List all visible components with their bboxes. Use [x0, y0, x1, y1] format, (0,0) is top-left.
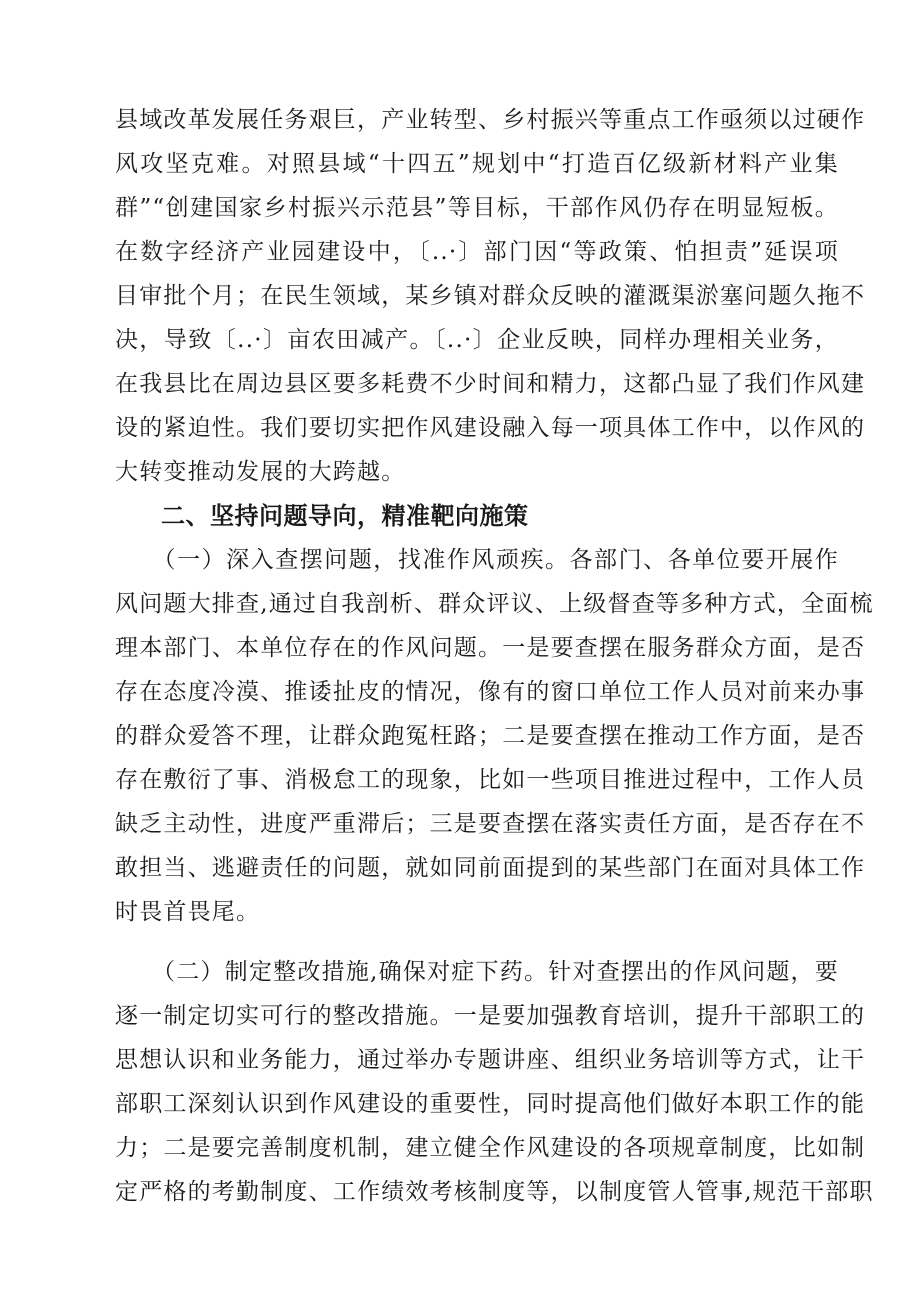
- text-line: 缺乏主动性，进度严重滞后；三是要查摆在落实责任方面，是否存在不: [115, 811, 866, 837]
- text-line: 存在态度冷漠、推诿扯皮的情况，像有的窗口单位工作人员对前来办事: [115, 679, 866, 705]
- text-line: 时畏首畏尾。: [115, 899, 261, 925]
- document-page: [115, 98, 874, 1214]
- text-line: 风攻坚克难。对照县域“十四五”规划中“打造百亿级新材料产业集: [115, 151, 839, 177]
- text-line: 逐一制定切实可行的整改措施。一是要加强教育培训，提升干部职工的: [115, 1003, 866, 1029]
- paragraph-2: [115, 538, 874, 934]
- text-line: 的群众爱答不理，让群众跑冤枉路；二是要查摆在推动工作方面，是否: [115, 723, 866, 749]
- text-line: 定严格的考勤制度、工作绩效考核制度等，以制度管人管事,规范干部职: [115, 1179, 874, 1205]
- text-line: 部职工深刻认识到作风建设的重要性，同时提高他们做好本职工作的能: [115, 1091, 866, 1117]
- text-line: （二）制定整改措施,确保对症下药。针对查摆出的作风问题，要: [115, 959, 839, 985]
- text-line: 县域改革发展任务艰巨，产业转型、乡村振兴等重点工作亟须以过硬作: [115, 107, 866, 133]
- section-heading: 二、坚持问题导向，精准靶向施策: [161, 502, 529, 530]
- text-line: 敢担当、逃避责任的问题，就如同前面提到的某些部门在面对具体工作: [115, 855, 866, 881]
- text-line: 力；二是要完善制度机制，建立健全作风建设的各项规章制度，比如制: [115, 1135, 866, 1161]
- text-line: 存在敷衍了事、消极怠工的现象，比如一些项目推进过程中，工作人员: [115, 767, 866, 793]
- text-line: 思想认识和业务能力，通过举办专题讲座、组织业务培训等方式，让干: [115, 1047, 866, 1073]
- text-line: 目审批个月；在民生领域，某乡镇对群众反映的灌溉渠淤塞问题久拖不: [115, 283, 866, 309]
- text-line: 设的紧迫性。我们要切实把作风建设融入每一项具体工作中，以作风的: [115, 415, 866, 441]
- text-line: 在数字经济产业园建设中，〔..·〕部门因“等政策、怕担责”延误项: [115, 239, 839, 265]
- text-line: （一）深入查摆问题，找准作风顽疾。各部门、各单位要开展作: [115, 547, 839, 573]
- text-line: 大转变推动发展的大跨越。: [115, 459, 406, 485]
- paragraph-1: [115, 98, 866, 494]
- text-line: 在我县比在周边县区要多耗费不少时间和精力，这都凸显了我们作风建: [115, 371, 866, 397]
- text-line: 群”“创建国家乡村振兴示范县”等目标，干部作风仍存在明显短板。: [115, 195, 839, 221]
- paragraph-spacer: [115, 934, 839, 950]
- text-line: 风问题大排查,通过自我剖析、群众评议、上级督查等多种方式，全面梳: [115, 591, 874, 617]
- text-line: 决，导致〔..·〕亩农田减产。〔..·〕企业反映，同样办理相关业务，: [115, 327, 839, 353]
- text-line: 理本部门、本单位存在的作风问题。一是要查摆在服务群众方面，是否: [115, 635, 866, 661]
- paragraph-3: [115, 950, 874, 1214]
